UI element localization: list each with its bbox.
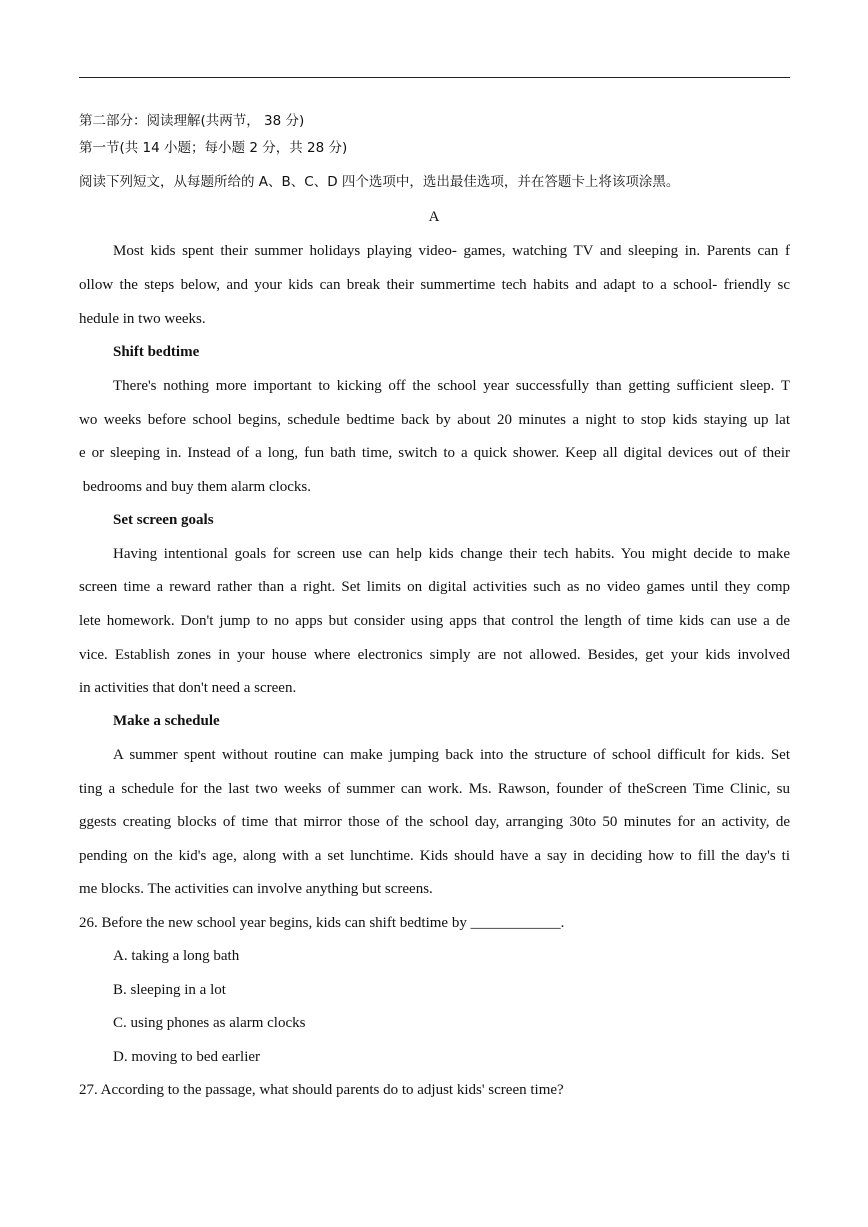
- header-rule: [79, 77, 790, 78]
- intro-line: ollow the steps below, and your kids can break their summertime tech habits and adapt to a school- friendly sc: [79, 277, 790, 293]
- part-title: 第二部分：阅读理解(共两节， 38 分): [79, 113, 305, 129]
- paragraph-line: lete homework. Don't jump to no apps but consider using apps that control the length of time kids can use a de: [79, 613, 790, 629]
- section-title: 第一节(共 14 小题；每小题 2 分，共 28 分): [79, 140, 348, 156]
- paragraph-line: me blocks. The activities can involve anything but screens.: [79, 881, 433, 897]
- paragraph-line: vice. Establish zones in your house where electronics simply are not allowed. Besides, get your kids involved: [79, 647, 790, 663]
- paragraph-line: pending on the kid's age, along with a set lunchtime. Kids should have a say in deciding how to fill the day's ti: [79, 848, 790, 864]
- answer-option: C. using phones as alarm clocks: [113, 1015, 306, 1031]
- question-stem: 27. According to the passage, what should parents do to adjust kids' screen time?: [79, 1082, 564, 1098]
- paragraph-line: Having intentional goals for screen use can help kids change their tech habits. You might decide to make: [113, 546, 790, 562]
- passage-label: A: [428, 209, 440, 225]
- paragraph-line: in activities that don't need a screen.: [79, 680, 297, 696]
- answer-option: B. sleeping in a lot: [113, 982, 226, 998]
- paragraph-line: screen time a reward rather than a right. Set limits on digital activities such as no video games until they comp: [79, 579, 790, 595]
- question-stem: 26. Before the new school year begins, kids can shift bedtime by ____________.: [79, 915, 565, 931]
- paragraph-line: There's nothing more important to kicking off the school year successfully than getting sufficient sleep. T: [113, 378, 790, 394]
- intro-line: Most kids spent their summer holidays playing video- games, watching TV and sleeping in. Parents can f: [113, 243, 790, 259]
- section-heading: Make a schedule: [113, 713, 220, 729]
- paragraph-line: e or sleeping in. Instead of a long, fun bath time, switch to a quick shower. Keep all digital devices out of their: [79, 445, 790, 461]
- answer-option: A. taking a long bath: [113, 948, 240, 964]
- paragraph-line: A summer spent without routine can make jumping back into the structure of school difficult for kids. Set: [113, 747, 790, 763]
- answer-option: D. moving to bed earlier: [113, 1049, 261, 1065]
- section-heading: Set screen goals: [113, 512, 214, 528]
- paragraph-line: bedrooms and buy them alarm clocks.: [79, 479, 312, 495]
- intro-line: hedule in two weeks.: [79, 311, 206, 327]
- paragraph-line: wo weeks before school begins, schedule bedtime back by about 20 minutes a night to stop kids staying up lat: [79, 412, 790, 428]
- paragraph-line: ting a schedule for the last two weeks of summer can work. Ms. Rawson, founder of theScreen Time Clinic, su: [79, 781, 790, 797]
- section-heading: Shift bedtime: [113, 344, 200, 360]
- instructions: 阅读下列短文，从每题所给的 A、B、C、D 四个选项中，选出最佳选项，并在答题卡上将该项涂黑。: [79, 174, 680, 190]
- paragraph-line: ggests creating blocks of time that mirror those of the school day, arranging 30to 50 minutes for an activity, de: [79, 814, 790, 830]
